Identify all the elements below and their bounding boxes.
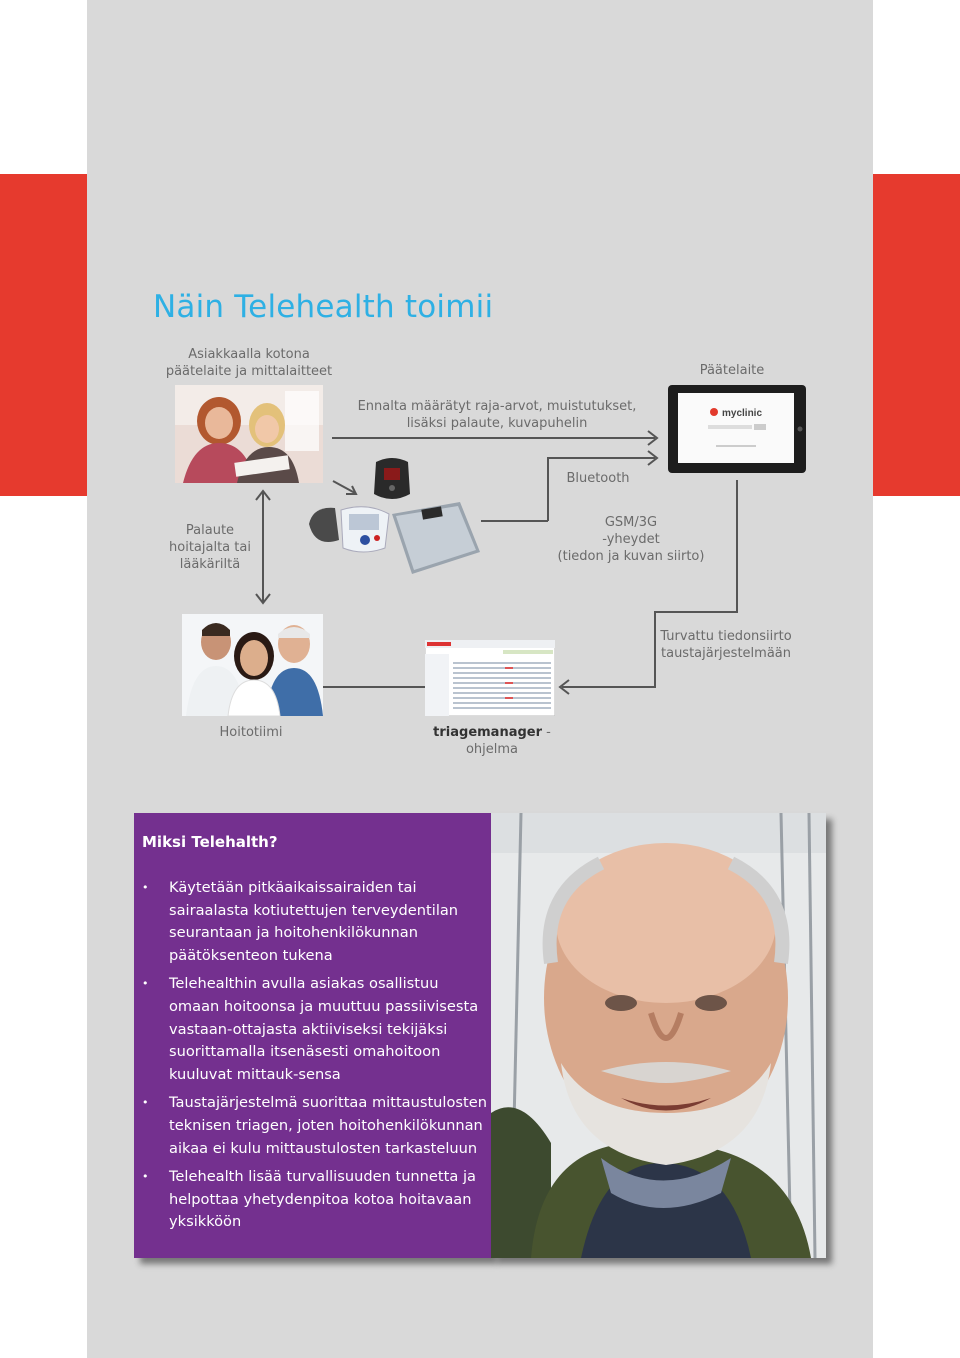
blood-pressure-meter — [305, 500, 391, 556]
feedback-label: Palaute hoitajalta tai lääkäriltä — [169, 523, 251, 572]
tablet-device — [668, 385, 806, 473]
gsm-label: GSM/3G -yheydet (tiedon ja kuvan siirto) — [557, 515, 705, 564]
line-bluetooth — [548, 458, 655, 521]
list-item: • Telehealthin avulla asiakas osallistuu omaan hoitoonsa ja muuttuu passiivisesta vastaan-ottajasta aktiiviseksi tekijäksi suorittamalla itsenäsesti omahoitoon kuuluvat mittauk-sensa — [142, 973, 487, 1086]
care-team-photo — [182, 614, 323, 716]
tablet-brand: myclinic — [722, 408, 763, 419]
portrait-photo — [491, 813, 826, 1258]
scale — [388, 500, 484, 578]
why-heading: Miksi Telehalth? — [142, 833, 278, 851]
secure-label: Turvattu tiedonsiirto taustajärjestelmään — [660, 629, 792, 661]
home-label: Asiakkaalla kotona päätelaite ja mittalaitteet — [165, 347, 333, 379]
triage-screenshot — [425, 640, 555, 716]
triage-label: triagemanager -ohjelma — [433, 725, 551, 757]
why-list — [142, 877, 487, 1240]
home-photo — [175, 385, 323, 483]
team-label: Hoitotiimi — [219, 725, 283, 740]
pulse-oximeter — [370, 454, 414, 504]
terminal-label: Päätelaite — [699, 363, 765, 378]
why-box — [134, 813, 491, 1258]
list-item: • Taustajärjestelmä suorittaa mittaustulosten teknisen triagen, joten hoitohenkilökunnan aikaa ei kulu mittaustulosten tarkasteluun — [142, 1092, 487, 1160]
bluetooth-label: Bluetooth — [566, 471, 630, 486]
preset-label: Ennalta määrätyt raja-arvot, muistutukset, lisäksi palaute, kuvapuhelin — [357, 399, 637, 431]
triage-name: triagemanager — [433, 725, 543, 740]
page-title: Näin Telehealth toimii — [153, 288, 494, 325]
list-item: • Käytetään pitkäaikaissairaiden tai sairaalasta kotiutettujen terveydentilan seurantaan ja hoitohenkilökunnan päätöksenteon tukena — [142, 877, 487, 967]
list-item: • Telehealth lisää turvallisuuden tunnetta ja helpottaa yhetydenpitoa kotoa hoitavaan yksikköön — [142, 1166, 487, 1234]
